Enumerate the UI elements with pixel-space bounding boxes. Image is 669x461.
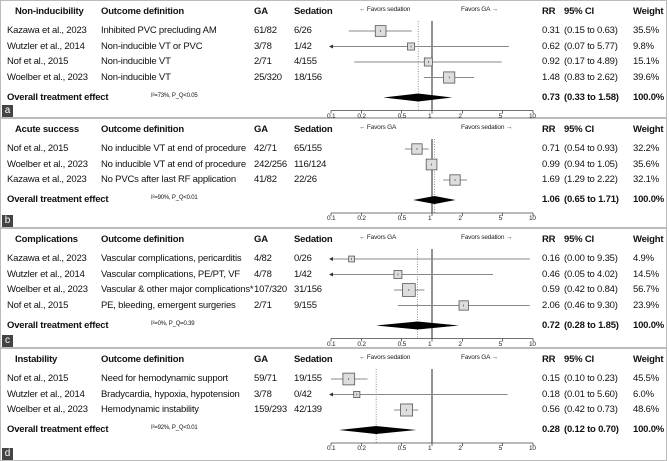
heterogeneity-stats: I²=90%, P_Q<0.01 — [151, 195, 198, 201]
outcome-definition: No inducible VT at end of procedure — [101, 158, 246, 170]
header-weight: Weight — [633, 234, 664, 245]
x-tick-label: 2 — [458, 112, 462, 120]
overall-effect-diamond — [413, 196, 455, 204]
header-sedation: Sedation — [294, 234, 333, 245]
ci-value: (1.29 to 2.22) — [564, 174, 618, 185]
weight-value: 39.6% — [633, 71, 659, 83]
study-name: Kazawa et al., 2023 — [7, 253, 87, 264]
header-sedation: Sedation — [294, 354, 333, 365]
weight-value: 45.5% — [633, 373, 659, 384]
rr-value: 0.46 — [542, 268, 560, 280]
outcome-definition: Vascular complications, PE/PT, VF — [101, 268, 240, 280]
header-ci: 95% CI — [564, 124, 594, 135]
weight-value: 4.9% — [633, 253, 654, 264]
x-tick-label: 0.1 — [327, 215, 336, 222]
study-name: Wutzler et al., 2014 — [7, 388, 85, 400]
header-weight: Weight — [633, 124, 664, 135]
overall-weight: 100.0% — [633, 91, 665, 103]
study-name: Kazawa et al., 2023 — [7, 25, 87, 36]
overall-weight: 100.0% — [633, 194, 665, 205]
header-outcome: Outcome definition — [101, 6, 184, 17]
rr-value: 0.16 — [542, 253, 560, 264]
ga-events: 41/82 — [254, 174, 277, 185]
ga-events: 61/82 — [254, 25, 277, 36]
sedation-events: 6/26 — [294, 25, 312, 36]
study-name: Woelber et al., 2023 — [7, 71, 88, 83]
overall-ci: (0.33 to 1.58) — [564, 91, 619, 103]
ga-events: 107/320 — [254, 284, 287, 295]
forest-panel-c — [0, 228, 667, 348]
ga-events: 3/78 — [254, 40, 272, 52]
outcome-definition: Need for hemodynamic support — [101, 373, 228, 384]
overall-ci: (0.65 to 1.71) — [564, 194, 619, 205]
header-ci: 95% CI — [564, 234, 594, 245]
x-tick-label: 10 — [529, 340, 536, 348]
sedation-events: 0/42 — [294, 388, 312, 400]
weight-value: 35.6% — [633, 158, 659, 170]
overall-rr: 1.06 — [542, 194, 560, 205]
ci-value: (0.42 to 0.73) — [564, 404, 618, 415]
forest-panel-d — [0, 348, 667, 461]
heterogeneity-stats: I²=73%, P_Q<0.05 — [151, 92, 198, 99]
x-tick-label: 10 — [529, 445, 536, 452]
ci-value: (0.94 to 1.05) — [564, 158, 618, 170]
forest-panel-b — [0, 118, 667, 228]
rr-value: 0.62 — [542, 40, 560, 52]
panel-title: Non-inducibility — [15, 6, 84, 17]
overall-ci: (0.12 to 0.70) — [564, 424, 619, 435]
header-rr: RR — [542, 234, 556, 245]
study-name: Wutzler et al., 2014 — [7, 40, 85, 52]
ci-value: (0.05 to 4.02) — [564, 268, 618, 280]
sedation-events: 19/155 — [294, 373, 322, 384]
x-tick-label: 5 — [498, 340, 503, 348]
header-sedation: Sedation — [294, 124, 333, 135]
rr-value: 0.56 — [542, 404, 560, 415]
ci-value: (0.00 to 9.35) — [564, 253, 618, 264]
outcome-definition: Inhibited PVC precluding AM — [101, 25, 217, 36]
ga-events: 25/320 — [254, 71, 282, 83]
rr-value: 2.06 — [542, 299, 560, 311]
study-name: Wutzler et al., 2014 — [7, 268, 85, 280]
ci-value: (0.17 to 4.89) — [564, 56, 618, 67]
study-name: Woelber et al., 2023 — [7, 404, 88, 415]
outcome-definition: No PVCs after last RF application — [101, 174, 236, 185]
weight-value: 35.5% — [633, 25, 659, 36]
sedation-events: 1/42 — [294, 40, 312, 52]
ci-value: (0.15 to 0.63) — [564, 25, 618, 36]
ga-events: 42/71 — [254, 143, 277, 154]
rr-value: 0.71 — [542, 143, 560, 154]
ga-events: 2/71 — [254, 299, 272, 311]
header-ga: GA — [254, 6, 268, 17]
favors-right-label: Favors GA → — [461, 6, 498, 13]
overall-ci: (0.28 to 1.85) — [564, 319, 619, 331]
header-ga: GA — [254, 354, 268, 365]
ci-value: (0.07 to 5.77) — [564, 40, 618, 52]
ci-value: (0.10 to 0.23) — [564, 373, 618, 384]
panel-title: Complications — [15, 234, 78, 245]
rr-value: 1.69 — [542, 174, 560, 185]
x-tick-label: 0.1 — [327, 340, 336, 348]
overall-rr: 0.73 — [542, 91, 560, 103]
weight-value: 15.1% — [633, 56, 659, 67]
favors-left-label: ← Favors sedation — [359, 354, 411, 361]
weight-value: 56.7% — [633, 284, 659, 295]
sedation-events: 65/155 — [294, 143, 322, 154]
outcome-definition: Vascular & other major complications* — [101, 284, 254, 295]
x-tick-label: 5 — [498, 112, 503, 120]
x-tick-label: 2 — [458, 445, 462, 452]
weight-value: 32.1% — [633, 174, 659, 185]
panel-letter: c — [2, 335, 13, 347]
favors-left-label: ← Favors GA — [359, 124, 397, 131]
outcome-definition: PE, bleeding, emergent surgeries — [101, 299, 236, 311]
ga-events: 159/293 — [254, 404, 287, 415]
sedation-events: 1/42 — [294, 268, 312, 280]
x-tick-label: 10 — [529, 215, 536, 222]
panel-title: Instability — [15, 354, 58, 365]
overall-weight: 100.0% — [633, 424, 665, 435]
header-rr: RR — [542, 124, 556, 135]
overall-weight: 100.0% — [633, 319, 665, 331]
header-ci: 95% CI — [564, 6, 594, 17]
ci-truncation-arrow — [329, 273, 333, 277]
outcome-definition: No inducible VT at end of procedure — [101, 143, 246, 154]
header-ga: GA — [254, 124, 268, 135]
ga-events: 2/71 — [254, 56, 272, 67]
outcome-definition: Vascular complications, pericarditis — [101, 253, 242, 264]
header-outcome: Outcome definition — [101, 124, 184, 135]
x-tick-label: 1 — [428, 340, 432, 348]
rr-value: 0.92 — [542, 56, 560, 67]
panel-letter: d — [2, 448, 13, 460]
rr-value: 0.31 — [542, 25, 560, 36]
x-tick-label: 1 — [428, 215, 432, 222]
favors-left-label: ← Favors sedation — [359, 6, 411, 13]
x-tick-label: 10 — [529, 112, 536, 120]
header-ci: 95% CI — [564, 354, 594, 365]
favors-right-label: Favors sedation → — [461, 124, 513, 131]
overall-effect-diamond — [376, 322, 459, 330]
rr-value: 0.99 — [542, 158, 560, 170]
ga-events: 59/71 — [254, 373, 277, 384]
outcome-definition: Non-inducible VT — [101, 56, 171, 67]
overall-effect-diamond — [383, 94, 452, 102]
ci-truncation-arrow — [329, 45, 333, 49]
overall-label: Overall treatment effect — [7, 91, 109, 103]
header-weight: Weight — [633, 6, 664, 17]
weight-value: 32.2% — [633, 143, 659, 154]
x-tick-label: 0.5 — [397, 112, 407, 120]
ci-value: (0.01 to 5.60) — [564, 388, 618, 400]
weight-value: 9.8% — [633, 40, 654, 52]
x-tick-label: 0.5 — [397, 445, 407, 452]
study-name: Nof et al., 2015 — [7, 56, 69, 67]
header-outcome: Outcome definition — [101, 354, 184, 365]
favors-right-label: Favors sedation → — [461, 234, 513, 241]
rr-value: 1.48 — [542, 71, 560, 83]
outcome-definition: Non-inducible VT — [101, 71, 171, 83]
header-weight: Weight — [633, 354, 664, 365]
ci-value: (0.46 to 9.30) — [564, 299, 618, 311]
x-tick-label: 2 — [458, 340, 462, 348]
sedation-events: 4/155 — [294, 56, 317, 67]
overall-rr: 0.28 — [542, 424, 560, 435]
x-tick-label: 5 — [498, 445, 503, 452]
x-tick-label: 0.2 — [357, 215, 366, 222]
outcome-definition: Bradycardia, hypoxia, hypotension — [101, 388, 240, 400]
overall-effect-diamond — [339, 426, 416, 434]
weight-value: 6.0% — [633, 388, 654, 400]
panel-title: Acute success — [15, 124, 79, 135]
overall-rr: 0.72 — [542, 319, 560, 331]
header-rr: RR — [542, 354, 556, 365]
heterogeneity-stats: I²=92%, P_Q<0.01 — [151, 425, 198, 431]
header-sedation: Sedation — [294, 6, 333, 17]
panel-letter: a — [2, 105, 13, 117]
outcome-definition: Hemodynamic instability — [101, 404, 199, 415]
study-name: Woelber et al., 2023 — [7, 158, 88, 170]
forest-panel-a — [0, 0, 667, 118]
ga-events: 4/78 — [254, 268, 272, 280]
x-tick-label: 0.1 — [327, 112, 336, 120]
ci-value: (0.54 to 0.93) — [564, 143, 618, 154]
header-outcome: Outcome definition — [101, 234, 184, 245]
panel-letter: b — [2, 215, 13, 227]
ci-value: (0.42 to 0.84) — [564, 284, 618, 295]
x-tick-label: 1 — [428, 445, 432, 452]
ga-events: 3/78 — [254, 388, 272, 400]
ga-events: 4/82 — [254, 253, 272, 264]
x-tick-label: 1 — [428, 112, 432, 120]
study-name: Kazawa et al., 2023 — [7, 174, 87, 185]
sedation-events: 42/139 — [294, 404, 322, 415]
x-tick-label: 0.5 — [397, 340, 407, 348]
header-ga: GA — [254, 234, 268, 245]
study-name: Nof et al., 2015 — [7, 143, 69, 154]
overall-label: Overall treatment effect — [7, 194, 109, 205]
weight-value: 48.6% — [633, 404, 659, 415]
favors-left-label: ← Favors GA — [359, 234, 397, 241]
sedation-events: 9/155 — [294, 299, 317, 311]
x-tick-label: 0.2 — [357, 445, 366, 452]
ci-truncation-arrow — [329, 393, 333, 397]
study-name: Nof et al., 2015 — [7, 373, 69, 384]
weight-value: 14.5% — [633, 268, 659, 280]
x-tick-label: 0.2 — [357, 112, 366, 120]
x-tick-label: 2 — [458, 215, 462, 222]
x-tick-label: 0.5 — [397, 215, 407, 222]
rr-value: 0.59 — [542, 284, 560, 295]
sedation-events: 22/26 — [294, 174, 317, 185]
x-tick-label: 5 — [498, 215, 503, 222]
study-name: Nof et al., 2015 — [7, 299, 69, 311]
sedation-events: 18/156 — [294, 71, 322, 83]
ci-value: (0.83 to 2.62) — [564, 71, 618, 83]
overall-label: Overall treatment effect — [7, 319, 109, 331]
rr-value: 0.18 — [542, 388, 560, 400]
study-name: Woelber et al., 2023 — [7, 284, 88, 295]
header-rr: RR — [542, 6, 556, 17]
overall-label: Overall treatment effect — [7, 424, 109, 435]
ci-truncation-arrow — [329, 257, 333, 261]
weight-value: 23.9% — [633, 299, 659, 311]
x-tick-label: 0.2 — [357, 340, 366, 348]
sedation-events: 116/124 — [294, 158, 327, 170]
outcome-definition: Non-inducible VT or PVC — [101, 40, 203, 52]
x-tick-label: 0.1 — [327, 445, 336, 452]
favors-right-label: Favors GA → — [461, 354, 498, 361]
heterogeneity-stats: I²=0%, P_Q=0.39 — [151, 320, 195, 327]
ga-events: 242/256 — [254, 158, 287, 170]
sedation-events: 31/156 — [294, 284, 322, 295]
rr-value: 0.15 — [542, 373, 560, 384]
sedation-events: 0/26 — [294, 253, 312, 264]
